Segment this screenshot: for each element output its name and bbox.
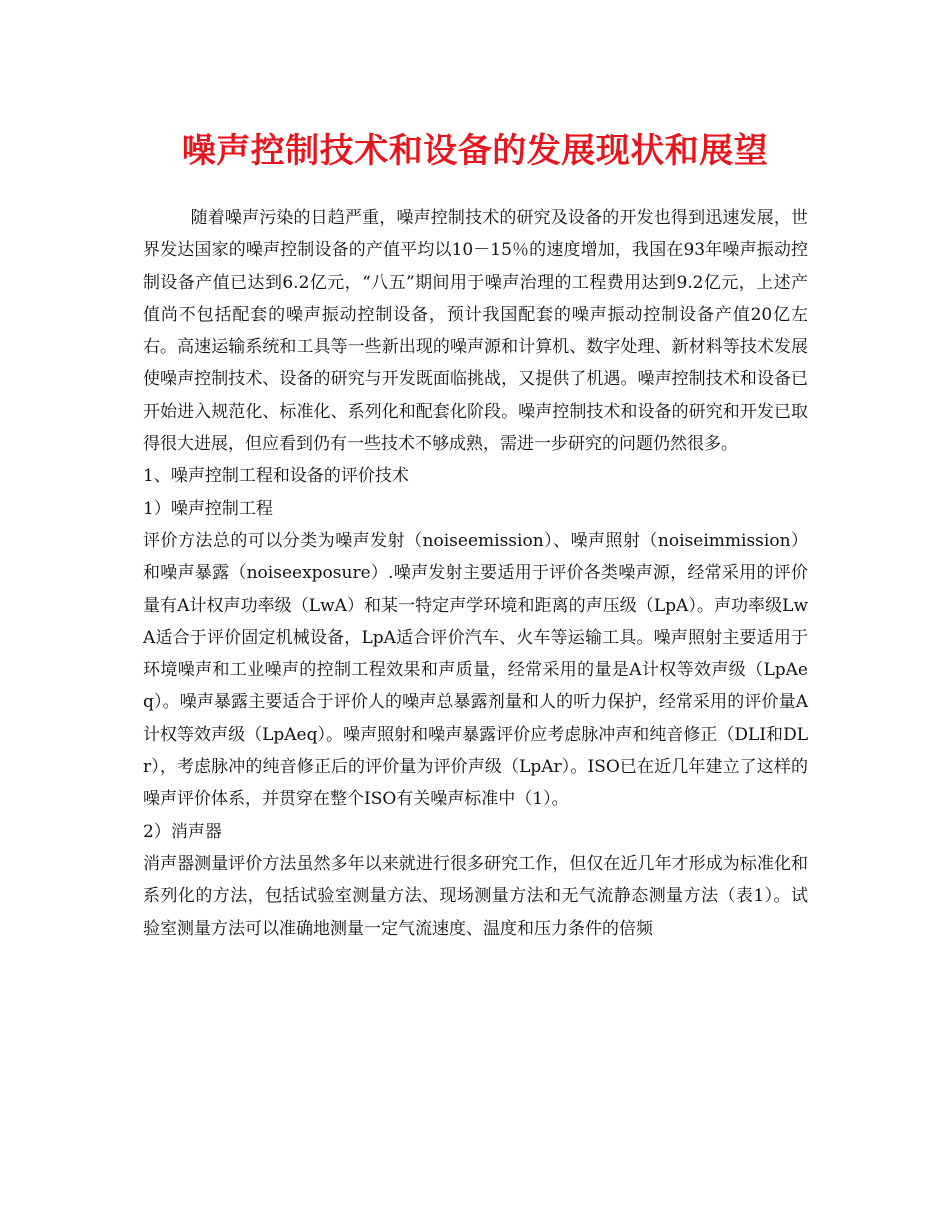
evaluation-paragraph: 评价方法总的可以分类为噪声发射（noiseemission）、噪声照射（noiseimmission）和噪声暴露（noiseexposure）.噪声发射主要适用于评价各类噪声源，经常采用的评价量有A计权声功率级（LwA）和某一特定声学环境和距离的声压级（LpA）。声功率级LwA适合于评价固定机械设备，LpA适合评价汽车、火车等运输工具。噪声照射主要适用于环境噪声和工业噪声的控制工程效果和声质量，经常采用的量是A计权等效声级（LpAeq）。噪声暴露主要适合于评价人的噪声总暴露剂量和人的听力保护，经常采用的评价量A计权等效声级（LpAeq）。噪声照射和噪声暴露评价应考虑脉冲声和纯音修正（DLI和DLr），考虑脉冲的纯音修正后的评价量为评价声级（LpAr）。ISO已在近几年建立了这样的噪声评价体系，并贯穿在整个ISO有关噪声标准中（1）。 bbox=[143, 530, 808, 810]
subsection-heading-1: 1）噪声控制工程 bbox=[143, 498, 273, 519]
document-body bbox=[143, 202, 808, 945]
muffler-paragraph: 消声器测量评价方法虽然多年以来就进行很多研究工作，但仅在近几年才形成为标准化和系列化的方法，包括试验室测量方法、现场测量方法和无气流静态测量方法（表1）。试验室测量方法可以准确地测量一定气流速度、温度和压力条件的倍频 bbox=[143, 853, 808, 939]
intro-paragraph: 随着噪声污染的日趋严重，噪声控制技术的研究及设备的开发也得到迅速发展，世界发达国家的噪声控制设备的产值平均以10－15％的速度增加，我国在93年噪声振动控制设备产值已达到6.2亿元，“八五”期间用于噪声治理的工程费用达到9.2亿元，上述产值尚不包括配套的噪声振动控制设备，预计我国配套的噪声振动控制设备产值20亿左右。高速运输系统和工具等一些新出现的噪声源和计算机、数字处理、新材料等技术发展使噪声控制技术、设备的研究与开发既面临挑战，又提供了机遇。噪声控制技术和设备已开始进入规范化、标准化、系列化和配套化阶段。噪声控制技术和设备的研究和开发已取得很大进展，但应看到仍有一些技术不够成熟，需进一步研究的问题仍然很多。 bbox=[143, 208, 808, 455]
section-heading-1: 1、噪声控制工程和设备的评价技术 bbox=[143, 466, 409, 487]
subsection-heading-2: 2）消声器 bbox=[143, 821, 222, 842]
document-title: 噪声控制技术和设备的发展现状和展望 bbox=[181, 131, 769, 171]
